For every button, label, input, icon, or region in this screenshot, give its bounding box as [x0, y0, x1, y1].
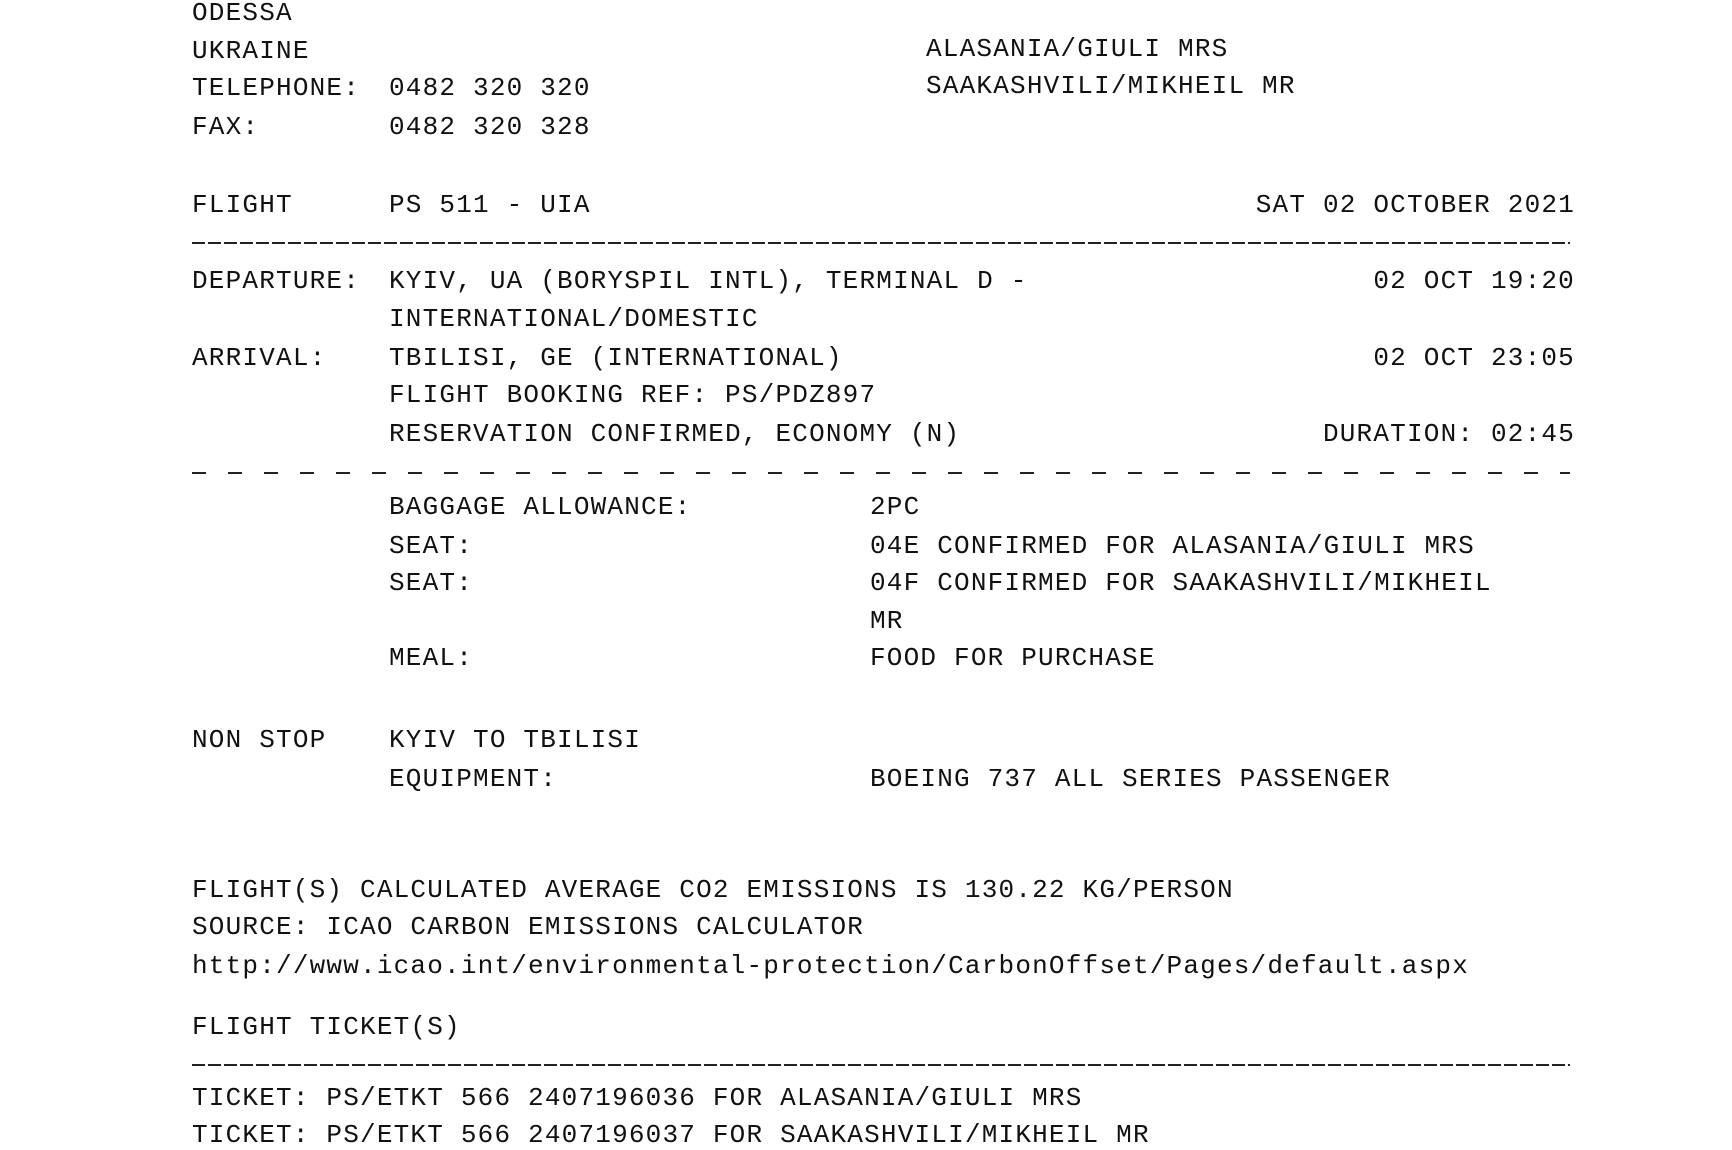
seat-value-cont: MR	[870, 606, 904, 636]
seat-value: 04F CONFIRMED FOR SAAKASHVILI/MIKHEIL	[870, 568, 1492, 598]
flight-number: PS 511 - UIA	[389, 190, 591, 220]
flight-label: FLIGHT	[192, 190, 293, 220]
arrival-airport: TBILISI, GE (INTERNATIONAL)	[389, 343, 843, 373]
nonstop-label: NON STOP	[192, 725, 327, 755]
fax-number: 0482 320 328	[389, 112, 591, 142]
separator-line	[192, 1064, 1570, 1066]
ticket-line: TICKET: PS/ETKT 566 2407196037 FOR SAAKASHVILI/MIKHEIL MR	[192, 1120, 1150, 1150]
tickets-heading: FLIGHT TICKET(S)	[192, 1012, 461, 1042]
agency-city: ODESSA	[192, 0, 293, 28]
telephone-number: 0482 320 320	[389, 73, 591, 103]
booking-ref: FLIGHT BOOKING REF: PS/PDZ897	[389, 380, 877, 410]
separator-dashed	[192, 472, 1570, 474]
equipment-value: BOEING 737 ALL SERIES PASSENGER	[870, 764, 1391, 794]
departure-airport: KYIV, UA (BORYSPIL INTL), TERMINAL D -	[389, 266, 1028, 296]
departure-terminal: INTERNATIONAL/DOMESTIC	[389, 304, 759, 334]
emissions-text: FLIGHT(S) CALCULATED AVERAGE CO2 EMISSIONS IS 130.22 KG/PERSON	[192, 875, 1234, 905]
telephone-label: TELEPHONE:	[192, 73, 361, 103]
passenger-name: SAAKASHVILI/MIKHEIL MR	[926, 71, 1296, 101]
agency-country: UKRAINE	[192, 36, 310, 66]
departure-time: 02 OCT 19:20	[1373, 266, 1575, 296]
ticket-line: TICKET: PS/ETKT 566 2407196036 FOR ALASANIA/GIULI MRS	[192, 1083, 1083, 1113]
equipment-label: EQUIPMENT:	[389, 764, 558, 794]
baggage-label: BAGGAGE ALLOWANCE:	[389, 492, 692, 522]
reservation-status: RESERVATION CONFIRMED, ECONOMY (N)	[389, 419, 961, 449]
passenger-name: ALASANIA/GIULI MRS	[926, 34, 1229, 64]
separator-line	[192, 242, 1570, 244]
meal-label: MEAL:	[389, 643, 474, 673]
arrival-time: 02 OCT 23:05	[1373, 343, 1575, 373]
route-value: KYIV TO TBILISI	[389, 725, 642, 755]
seat-label: SEAT:	[389, 568, 474, 598]
fax-label: FAX:	[192, 112, 260, 142]
flight-date: SAT 02 OCTOBER 2021	[1255, 190, 1575, 220]
departure-label: DEPARTURE:	[192, 266, 361, 296]
seat-label: SEAT:	[389, 531, 474, 561]
emissions-source: SOURCE: ICAO CARBON EMISSIONS CALCULATOR	[192, 912, 865, 942]
arrival-label: ARRIVAL:	[192, 343, 327, 373]
seat-value: 04E CONFIRMED FOR ALASANIA/GIULI MRS	[870, 531, 1475, 561]
emissions-url[interactable]: http://www.icao.int/environmental-protection/CarbonOffset/Pages/default.aspx	[192, 951, 1469, 981]
flight-duration: DURATION: 02:45	[1322, 419, 1575, 449]
baggage-value: 2PC	[870, 492, 921, 522]
meal-value: FOOD FOR PURCHASE	[870, 643, 1156, 673]
